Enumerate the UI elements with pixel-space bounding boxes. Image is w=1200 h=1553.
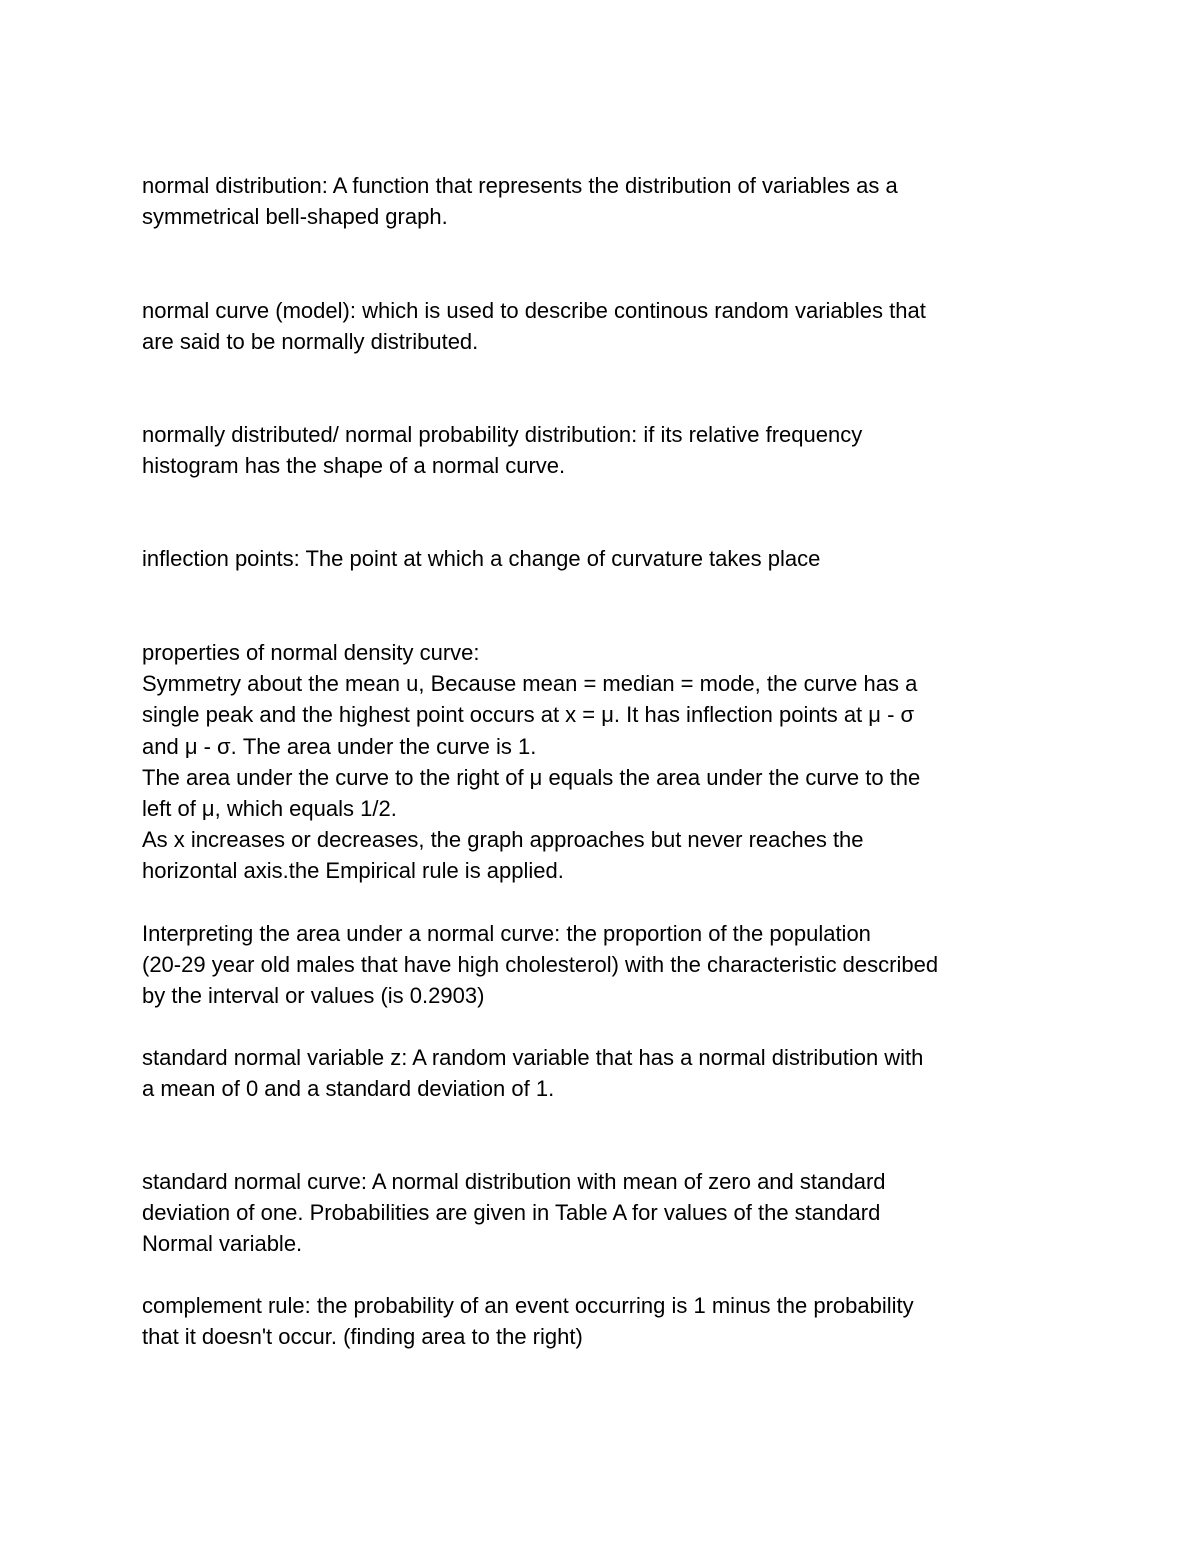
paragraph-standard-normal-curve: standard normal curve: A normal distribution with mean of zero and standard deviation of one. Probabilities are given in Table A for values of the standard Normal variable.	[142, 1169, 886, 1257]
paragraph-complement-rule: complement rule: the probability of an event occurring is 1 minus the probability that it doesn't occur. (finding area to the right)	[142, 1293, 914, 1350]
paragraph-normally-distributed: normally distributed/ normal probability distribution: if its relative frequency histogram has the shape of a normal curve.	[142, 422, 863, 479]
paragraph-properties: properties of normal density curve: Symmetry about the mean u, Because mean = median = mode, the curve has a single peak and the highest point occurs at x = μ. It has inflection points at μ - σ and μ - σ. The area under the curve is 1. The area under the curve to the right of μ equals the area under the curve to the left of μ, which equals 1/2. As x increases or decreases, the graph approaches but never reaches the horizontal axis.the Empirical rule is applied.	[142, 640, 921, 884]
paragraph-inflection-points: inflection points: The point at which a change of curvature takes place	[142, 546, 821, 571]
paragraph-normal-curve: normal curve (model): which is used to describe continous random variables that are said to be normally distributed.	[142, 298, 926, 355]
paragraph-interpreting-area: Interpreting the area under a normal curve: the proportion of the population (20-29 year old males that have high cholesterol) with the characteristic described by the interval or values (is 0.2903)	[142, 921, 939, 1009]
paragraph-standard-normal-variable: standard normal variable z: A random variable that has a normal distribution with a mean of 0 and a standard deviation of 1.	[142, 1045, 924, 1102]
paragraph-normal-distribution: normal distribution: A function that represents the distribution of variables as a symmetrical bell-shaped graph.	[142, 173, 898, 230]
